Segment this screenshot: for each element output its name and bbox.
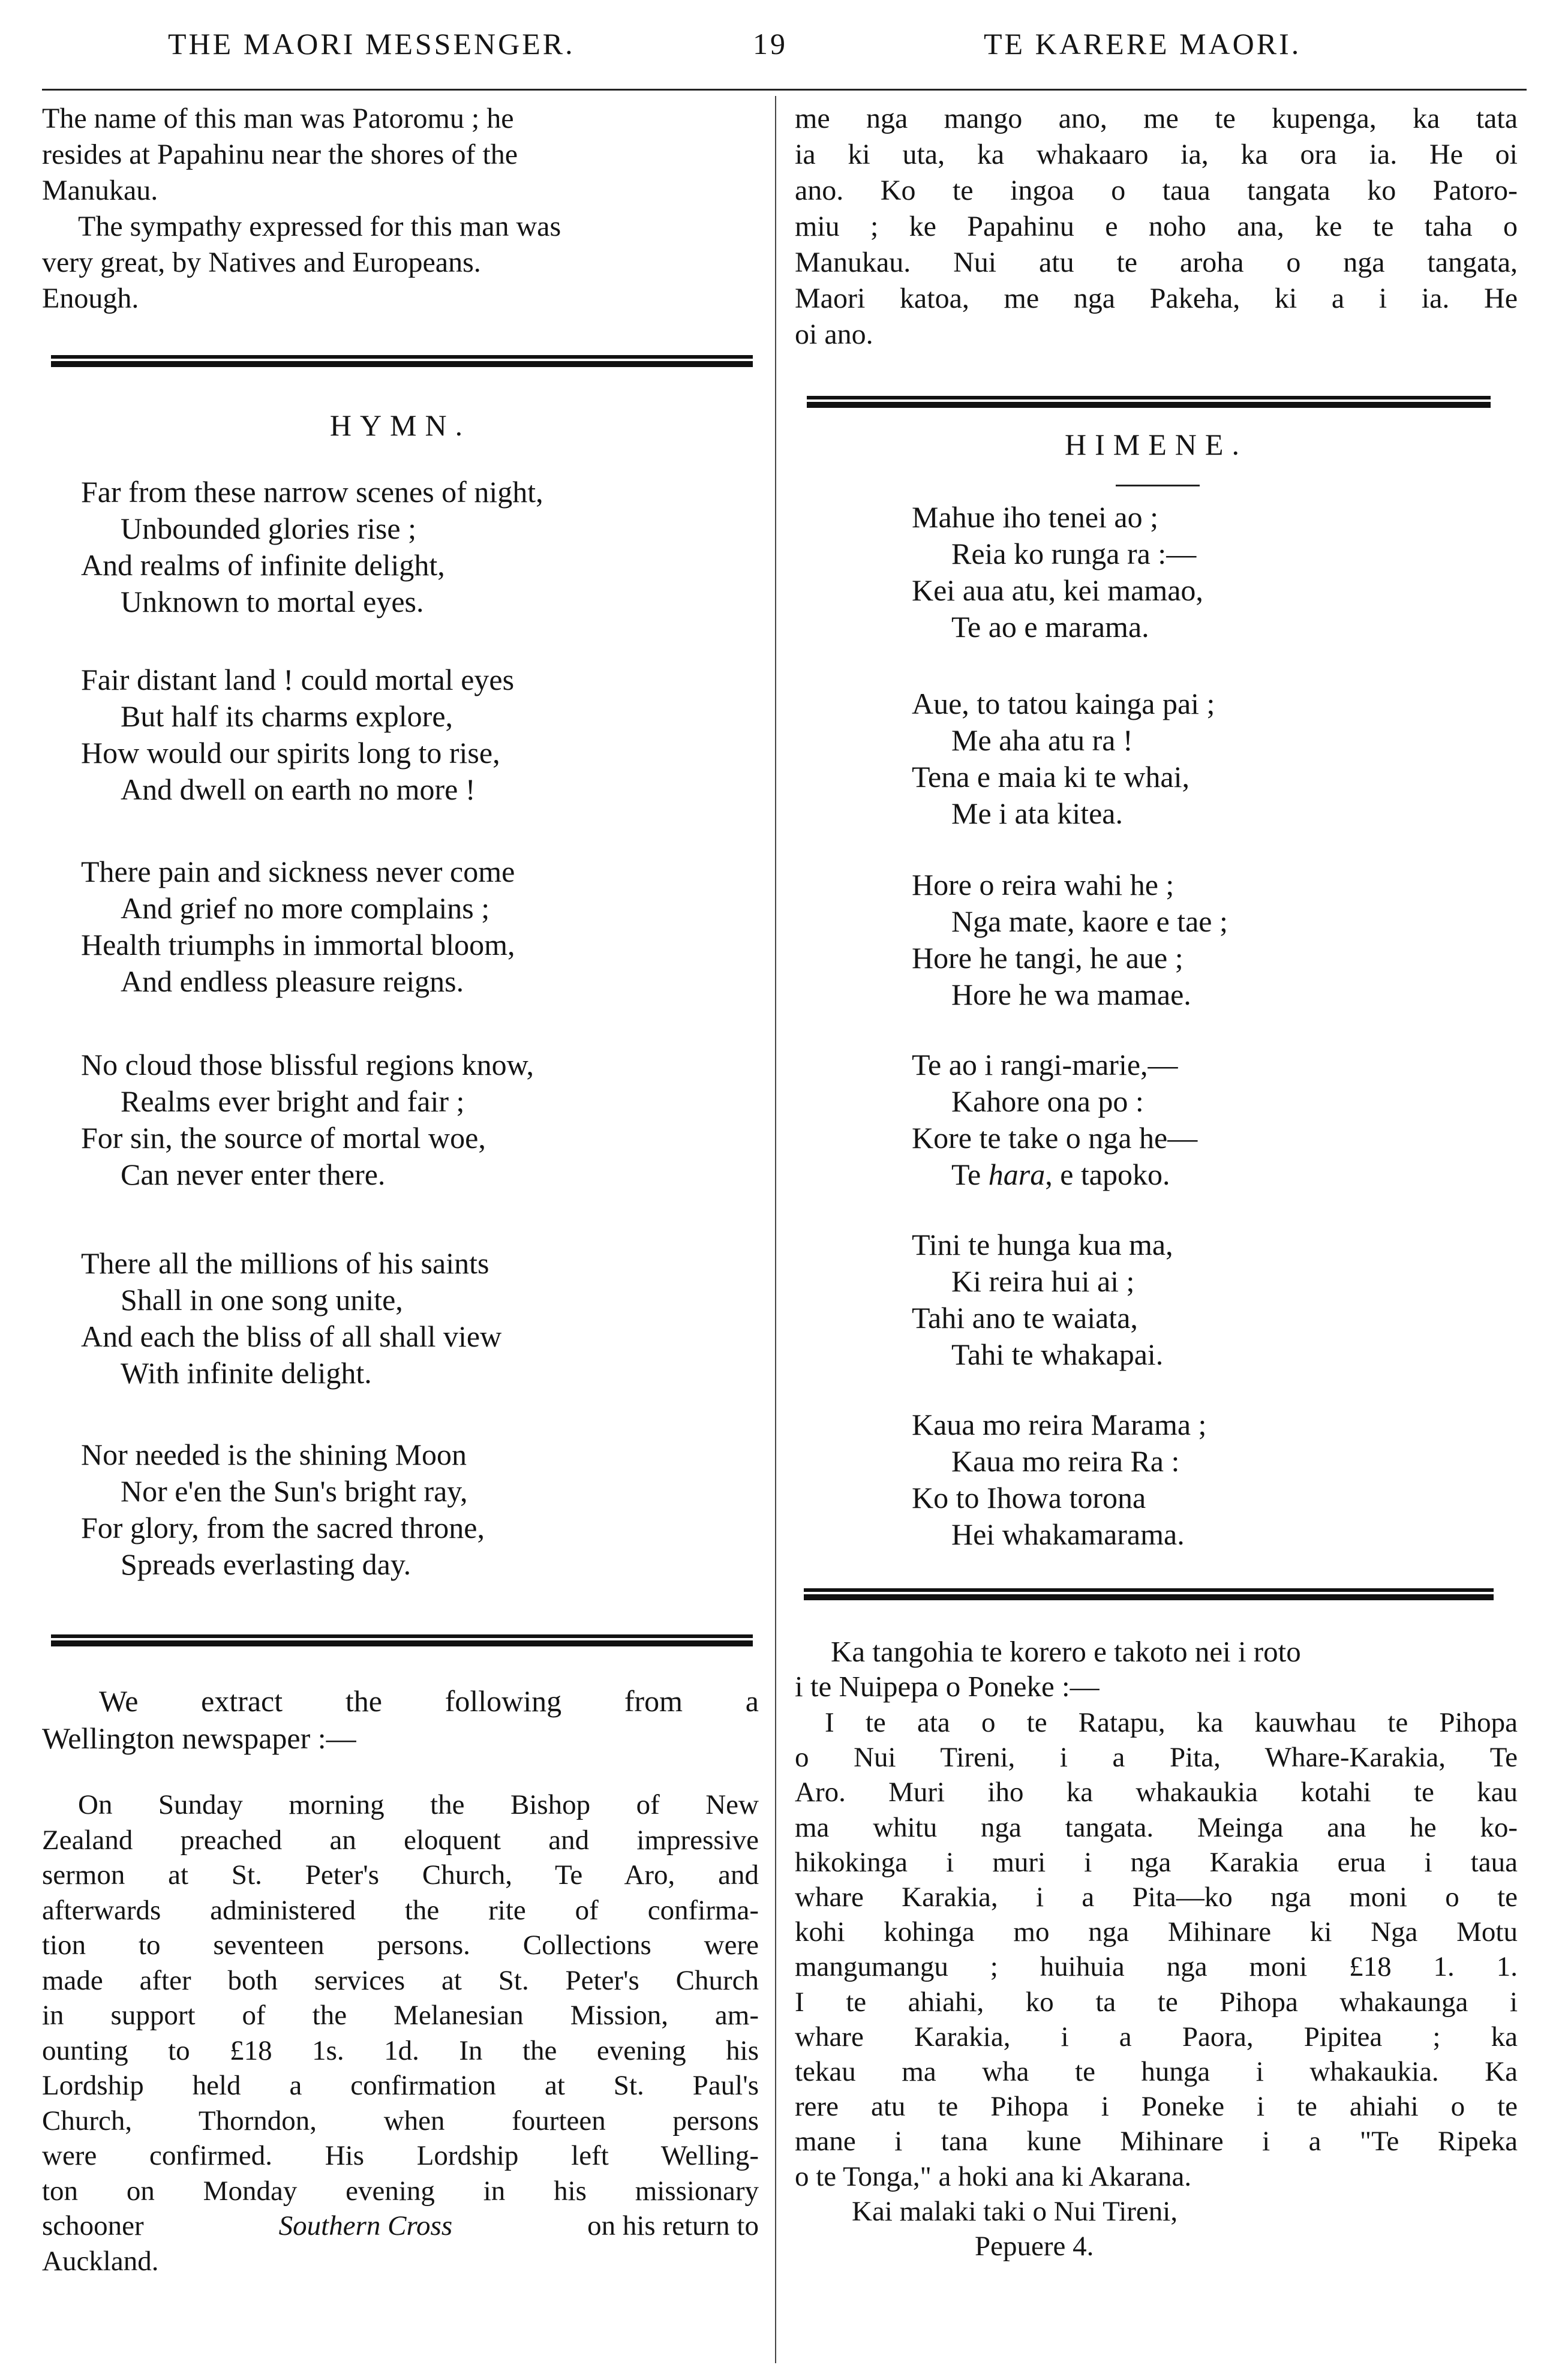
text-line-with-italic <box>42 2208 759 2244</box>
verse-line: Spreads everlasting day. <box>121 1547 411 1581</box>
verse-line: Te ao i rangi-marie,— <box>912 1048 1178 1081</box>
hymn-stanza <box>81 1245 501 1392</box>
verse-line: Te ao e marama. <box>951 610 1149 644</box>
hymn-stanza <box>81 1047 534 1193</box>
verse-line: But half its charms explore, <box>121 699 453 733</box>
himene-stanza <box>912 1407 1206 1553</box>
text-line: resides at Papahinu near the shores of the <box>42 139 518 170</box>
verse-line: Reia ko runga ra :— <box>951 537 1197 570</box>
verse-line: Nor e'en the Sun's bright ray, <box>121 1474 468 1508</box>
text-line: tion to seventeen persons. Collections were <box>42 1930 759 1961</box>
section-rule <box>51 1634 753 1646</box>
text-line: very great, by Natives and Europeans. <box>42 247 481 278</box>
himene-stanza <box>912 1227 1173 1373</box>
text-line: Manukau. Nui atu te aroha o nga tangata, <box>795 247 1518 278</box>
verse-line: Kahore ona po : <box>951 1084 1144 1118</box>
text-line: mane i tana kune Mihinare i a "Te Ripeka <box>795 2126 1518 2157</box>
text-line: Church, Thorndon, when fourteen persons <box>42 2105 759 2136</box>
text-line: Zealand preached an eloquent and impressive <box>42 1824 759 1856</box>
verse-line: Realms ever bright and fair ; <box>121 1084 465 1118</box>
text-line: rere atu te Pihopa i Poneke i te ahiahi o te <box>795 2091 1518 2123</box>
verse-line: How would our spirits long to rise, <box>81 736 500 770</box>
text-line: The sympathy expressed for this man was <box>78 211 561 242</box>
verse-line: Hei whakamarama. <box>951 1517 1185 1551</box>
text-line: The name of this man was Patoromu ; he <box>42 103 514 134</box>
hymn-stanza <box>81 474 543 620</box>
himene-stanza <box>912 499 1203 645</box>
verse-line: Shall in one song unite, <box>121 1283 403 1317</box>
text-line: ounting to £18 1s. 1d. In the evening his <box>42 2035 759 2066</box>
verse-line: Unbounded glories rise ; <box>121 512 416 545</box>
text-fragment: Te <box>951 1158 981 1191</box>
text-line: sermon at St. Peter's Church, Te Aro, and <box>42 1859 759 1891</box>
masthead-maori: TE KARERE MAORI. <box>984 27 1302 61</box>
verse-line: There pain and sickness never come <box>81 855 515 888</box>
text-line: whare Karakia, i a Paora, Pipitea ; ka <box>795 2021 1518 2053</box>
text-line: mangumangu ; huihuia nga moni £18 1. 1. <box>795 1951 1518 1983</box>
verse-line: Nga mate, kaore e tae ; <box>951 904 1228 938</box>
verse-line: Fair distant land ! could mortal eyes <box>81 663 515 696</box>
page-header <box>0 26 1568 80</box>
text-line: We extract the following from a <box>99 1684 759 1718</box>
verse-line: Aue, to tatou kainga pai ; <box>912 687 1215 720</box>
verse-line: Tahi te whakapai. <box>951 1338 1164 1371</box>
right-article <box>795 1705 1518 2264</box>
signature-line: Kai malaki taki o Nui Tireni, <box>852 2195 1178 2227</box>
text-line: i te Nuipepa o Poneke :— <box>795 1670 1100 1703</box>
verse-line: Unknown to mortal eyes. <box>121 585 424 618</box>
verse-line: Ko to Ihowa torona <box>912 1481 1146 1514</box>
text-line: whare Karakia, i a Pita—ko nga moni o te <box>795 1882 1518 1913</box>
header-rule <box>42 89 1527 91</box>
text-line: ton on Monday evening in his missionary <box>42 2175 759 2207</box>
text-line: afterwards administered the rite of confirma- <box>42 1894 759 1926</box>
verse-line: Ki reira hui ai ; <box>951 1264 1135 1298</box>
verse-line: With infinite delight. <box>121 1356 372 1390</box>
verse-line: No cloud those blissful regions know, <box>81 1048 534 1081</box>
text-line: I te ata o te Ratapu, ka kauwhau te Pihopa <box>825 1707 1518 1738</box>
verse-line: Tini te hunga kua ma, <box>912 1228 1173 1261</box>
verse-line: Me i ata kitea. <box>951 797 1123 830</box>
text-line: o te Tonga," a hoki ana ki Akarana. <box>795 2160 1192 2192</box>
text-line: Aro. Muri iho ka whakaukia kotahi te kau <box>795 1777 1518 1808</box>
ship-name: Southern Cross <box>278 2210 453 2241</box>
column-divider <box>775 96 776 2363</box>
verse-line: Can never enter there. <box>121 1158 386 1191</box>
hymn-stanza <box>81 1437 485 1583</box>
verse-line: There all the millions of his saints <box>81 1246 489 1280</box>
verse-line: Health triumphs in immortal bloom, <box>81 928 515 961</box>
right-extract-intro <box>795 1634 1518 1704</box>
text-line: Ka tangohia te korero e takoto nei i roto <box>831 1635 1301 1668</box>
section-rule <box>51 355 753 367</box>
text-line: Enough. <box>42 283 139 314</box>
text-line: I te ahiahi, ko ta te Pihopa whakaunga i <box>795 1986 1518 2018</box>
section-rule <box>804 1588 1494 1600</box>
text-line: hikokinga i muri i nga Karakia erua i taua <box>795 1846 1518 1878</box>
date-line: Pepuere 4. <box>975 2231 1094 2262</box>
himene-stanza <box>912 1047 1197 1193</box>
hymn-stanza <box>81 854 515 1000</box>
text-line: made after both services at St. Peter's Church <box>42 1964 759 1996</box>
hymn-stanza <box>81 662 514 808</box>
text-fragment: on his return to <box>587 2210 759 2241</box>
verse-line: Hore he tangi, he aue ; <box>912 941 1183 975</box>
himene-stanza <box>912 686 1215 832</box>
text-line: were confirmed. His Lordship left Welling- <box>42 2140 759 2171</box>
himene-title: HIMENE. <box>1065 428 1248 461</box>
verse-line: Hore o reira wahi he ; <box>912 868 1175 901</box>
text-line: ano. Ko te ingoa o taua tangata ko Patoro- <box>795 175 1518 206</box>
verse-line: Far from these narrow scenes of night, <box>81 475 543 509</box>
verse-line: And endless pleasure reigns. <box>121 964 464 998</box>
left-article <box>42 1787 759 2279</box>
left-intro <box>42 101 759 317</box>
text-line: o Nui Tireni, i a Pita, Whare-Karakia, Te <box>795 1742 1518 1774</box>
text-line: in support of the Melanesian Mission, am- <box>42 2000 759 2031</box>
verse-line: Mahue iho tenei ao ; <box>912 500 1158 534</box>
verse-line: Hore he wa mamae. <box>951 978 1191 1011</box>
text-line: Manukau. <box>42 175 158 206</box>
text-line: ma whitu nga tangata. Meinga ana he ko- <box>795 1811 1518 1843</box>
text-fragment: , e tapoko. <box>1045 1158 1170 1191</box>
left-extract-intro <box>42 1682 759 1757</box>
verse-line: And realms of infinite delight, <box>81 548 445 582</box>
text-fragment: schooner <box>42 2210 144 2241</box>
verse-line: Tena e maia ki te whai, <box>912 760 1189 794</box>
verse-line: For glory, from the sacred throne, <box>81 1511 485 1544</box>
himene-stanza <box>912 867 1228 1013</box>
page-number: 19 <box>753 27 788 61</box>
hymn-title: HYMN. <box>329 408 471 442</box>
verse-line: Kaua mo reira Ra : <box>951 1444 1180 1478</box>
masthead-english: THE MAORI MESSENGER. <box>168 27 575 61</box>
text-line: kohi kohinga mo nga Mihinare ki Nga Motu <box>795 1916 1518 1948</box>
text-line: Auckland. <box>42 2245 159 2277</box>
verse-line: And dwell on earth no more ! <box>121 773 476 806</box>
verse-line: Kaua mo reira Marama ; <box>912 1408 1207 1441</box>
verse-line: Tahi ano te waiata, <box>912 1301 1138 1335</box>
text-line: miu ; ke Papahinu e noho ana, ke te taha o <box>795 211 1518 242</box>
right-intro <box>795 101 1518 353</box>
verse-line: And each the bliss of all shall view <box>81 1320 502 1353</box>
text-line: On Sunday morning the Bishop of New <box>78 1789 759 1820</box>
text-line: Maori katoa, me nga Pakeha, ki a i ia. He <box>795 283 1518 314</box>
italic-word: hara <box>988 1158 1046 1191</box>
verse-line: Kore te take o nga he— <box>912 1121 1198 1155</box>
text-line: ia ki uta, ka whakaaro ia, ka ora ia. He oi <box>795 139 1518 170</box>
text-line: me nga mango ano, me te kupenga, ka tata <box>795 103 1518 134</box>
title-underline <box>1116 485 1200 486</box>
text-line: Lordship held a confirmation at St. Paul's <box>42 2070 759 2101</box>
verse-line: Kei aua atu, kei mamao, <box>912 573 1203 607</box>
verse-line-with-italic <box>912 1156 1197 1193</box>
verse-line: Me aha atu ra ! <box>951 723 1133 757</box>
text-line: oi ano. <box>795 318 873 350</box>
verse-line: Nor needed is the shining Moon <box>81 1438 467 1471</box>
section-rule <box>807 396 1491 408</box>
text-line: tekau ma wha te hunga i whakaukia. Ka <box>795 2056 1518 2088</box>
verse-line: For sin, the source of mortal woe, <box>81 1121 486 1155</box>
verse-line: And grief no more complains ; <box>121 891 490 925</box>
text-line: Wellington newspaper :— <box>42 1721 356 1755</box>
